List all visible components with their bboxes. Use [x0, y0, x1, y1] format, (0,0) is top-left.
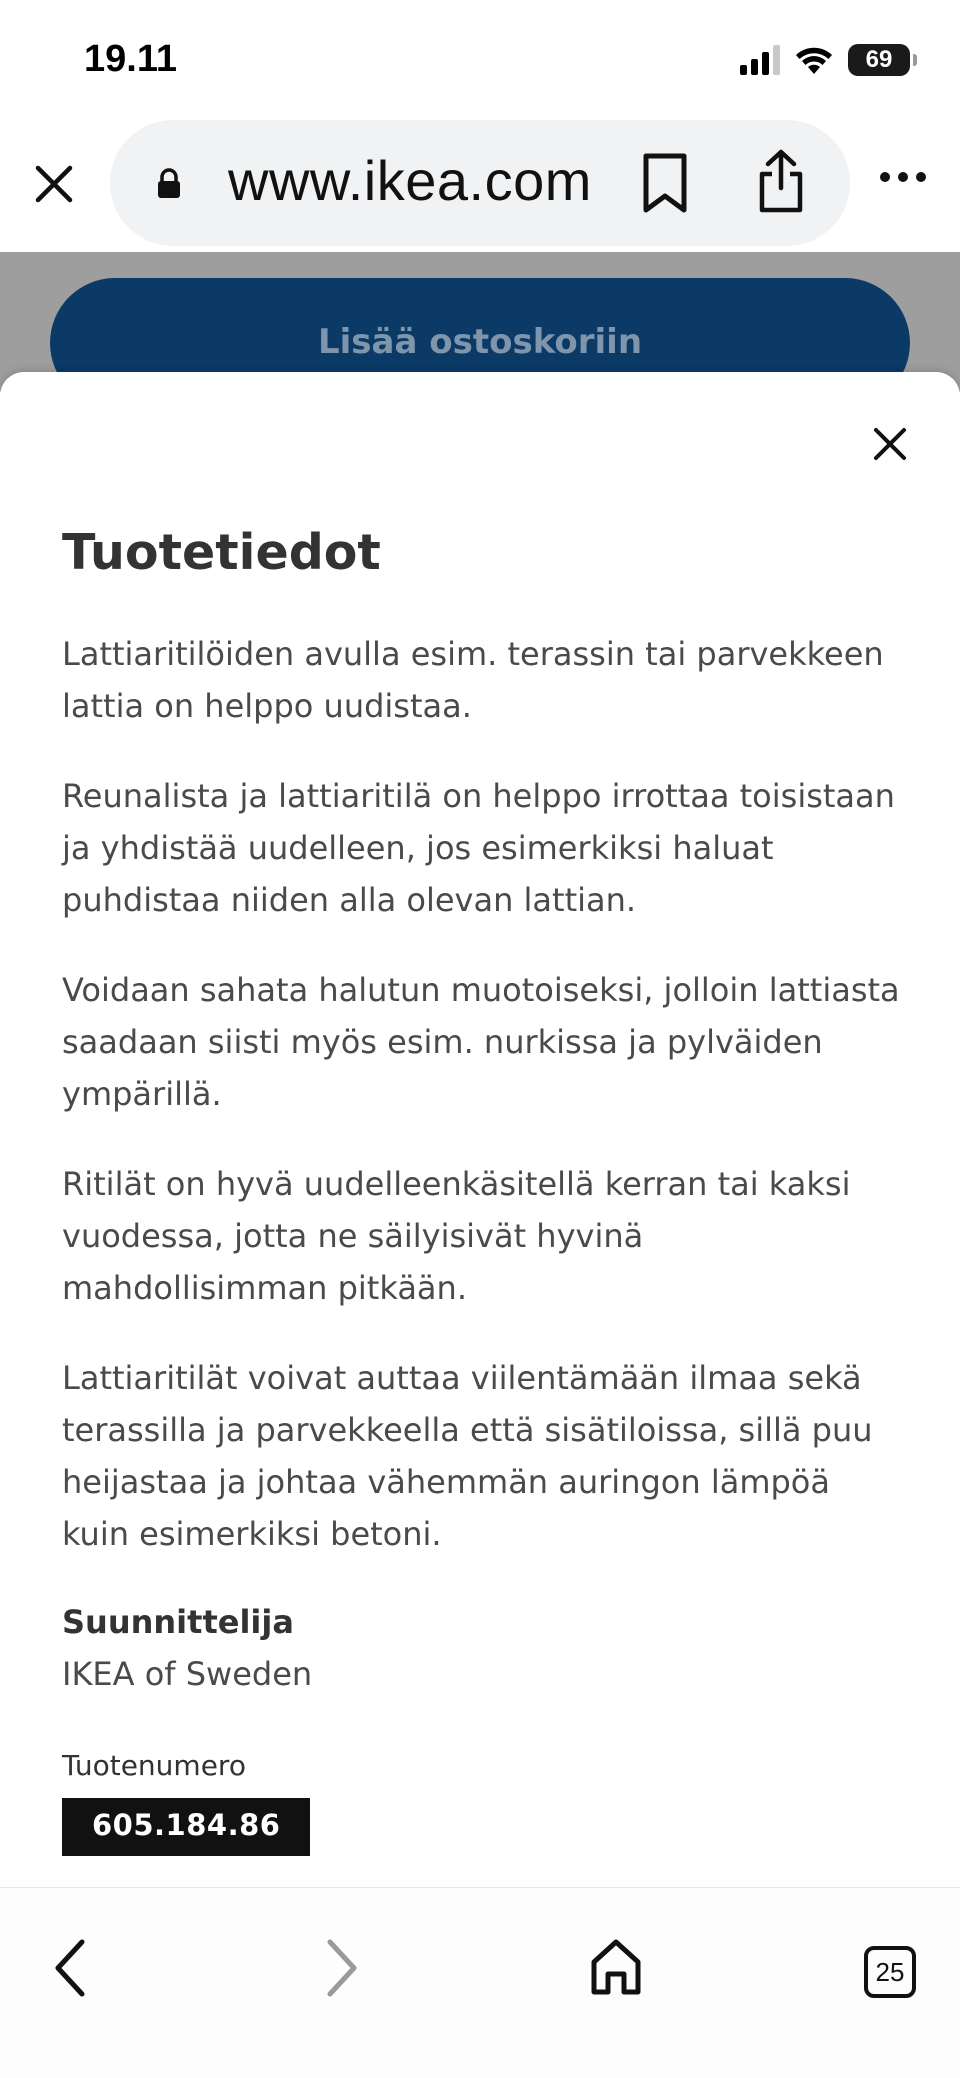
- description-paragraph: Lattiaritilöiden avulla esim. terassin tai parvekkeen lattia on helppo uudistaa.: [62, 635, 884, 725]
- sheet-title: Tuotetiedot: [62, 524, 381, 581]
- status-time: 19.11: [84, 38, 177, 80]
- more-options-icon[interactable]: [880, 172, 926, 182]
- description-paragraph: Voidaan sahata halutun muotoiseksi, jolloin lattiasta saadaan siisti myös esim. nurkissa ja pylväiden ympärillä.: [62, 971, 900, 1113]
- sheet-content: [62, 628, 902, 1856]
- wifi-icon: [794, 44, 834, 76]
- browser-url-row: [0, 120, 960, 252]
- designer-value: IKEA of Sweden: [62, 1655, 313, 1693]
- share-icon[interactable]: [756, 148, 806, 214]
- description-paragraph: Reunalista ja lattiaritilä on helppo irrottaa toisistaan ja yhdistää uudelleen, jos esimerkiksi haluat puhdistaa niiden alla olevan lattian.: [62, 777, 895, 919]
- address-bar[interactable]: [110, 120, 850, 246]
- bookmark-icon[interactable]: [640, 152, 690, 216]
- url-text: www.ikea.com: [228, 149, 592, 212]
- status-icons: [740, 44, 910, 76]
- description-paragraph: Ritilät on hyvä uudelleenkäsitellä kerran tai kaksi vuodessa, jotta ne säilyisivät hyvinä mahdollisimman pitkään.: [62, 1165, 851, 1307]
- product-number-label: Tuotenumero: [62, 1749, 246, 1782]
- forward-icon[interactable]: [322, 1938, 362, 1998]
- close-icon: [873, 427, 907, 461]
- back-icon[interactable]: [50, 1938, 90, 1998]
- product-number-badge: 605.184.86: [62, 1798, 310, 1856]
- close-sheet-button[interactable]: [868, 422, 912, 466]
- close-tab-icon[interactable]: [28, 158, 80, 210]
- product-details-sheet: [0, 372, 960, 1887]
- lock-icon: [156, 168, 182, 200]
- battery-icon: 69: [848, 44, 910, 76]
- home-icon[interactable]: [590, 1938, 642, 1996]
- tabs-button[interactable]: 25: [864, 1946, 916, 1998]
- cellular-signal-icon: [740, 45, 780, 75]
- status-bar: [0, 0, 960, 120]
- description-paragraph: Lattiaritilät voivat auttaa viilentämään ilmaa sekä terassilla ja parvekkeella että sisätiloissa, sillä puu heijastaa ja johtaa vähemmän auringon lämpöä kuin esimerkiksi betoni.: [62, 1359, 873, 1553]
- browser-toolbar: [0, 1887, 960, 2078]
- add-to-cart-label: Lisää ostoskoriin: [317, 322, 643, 362]
- designer-label: Suunnittelija: [62, 1603, 294, 1641]
